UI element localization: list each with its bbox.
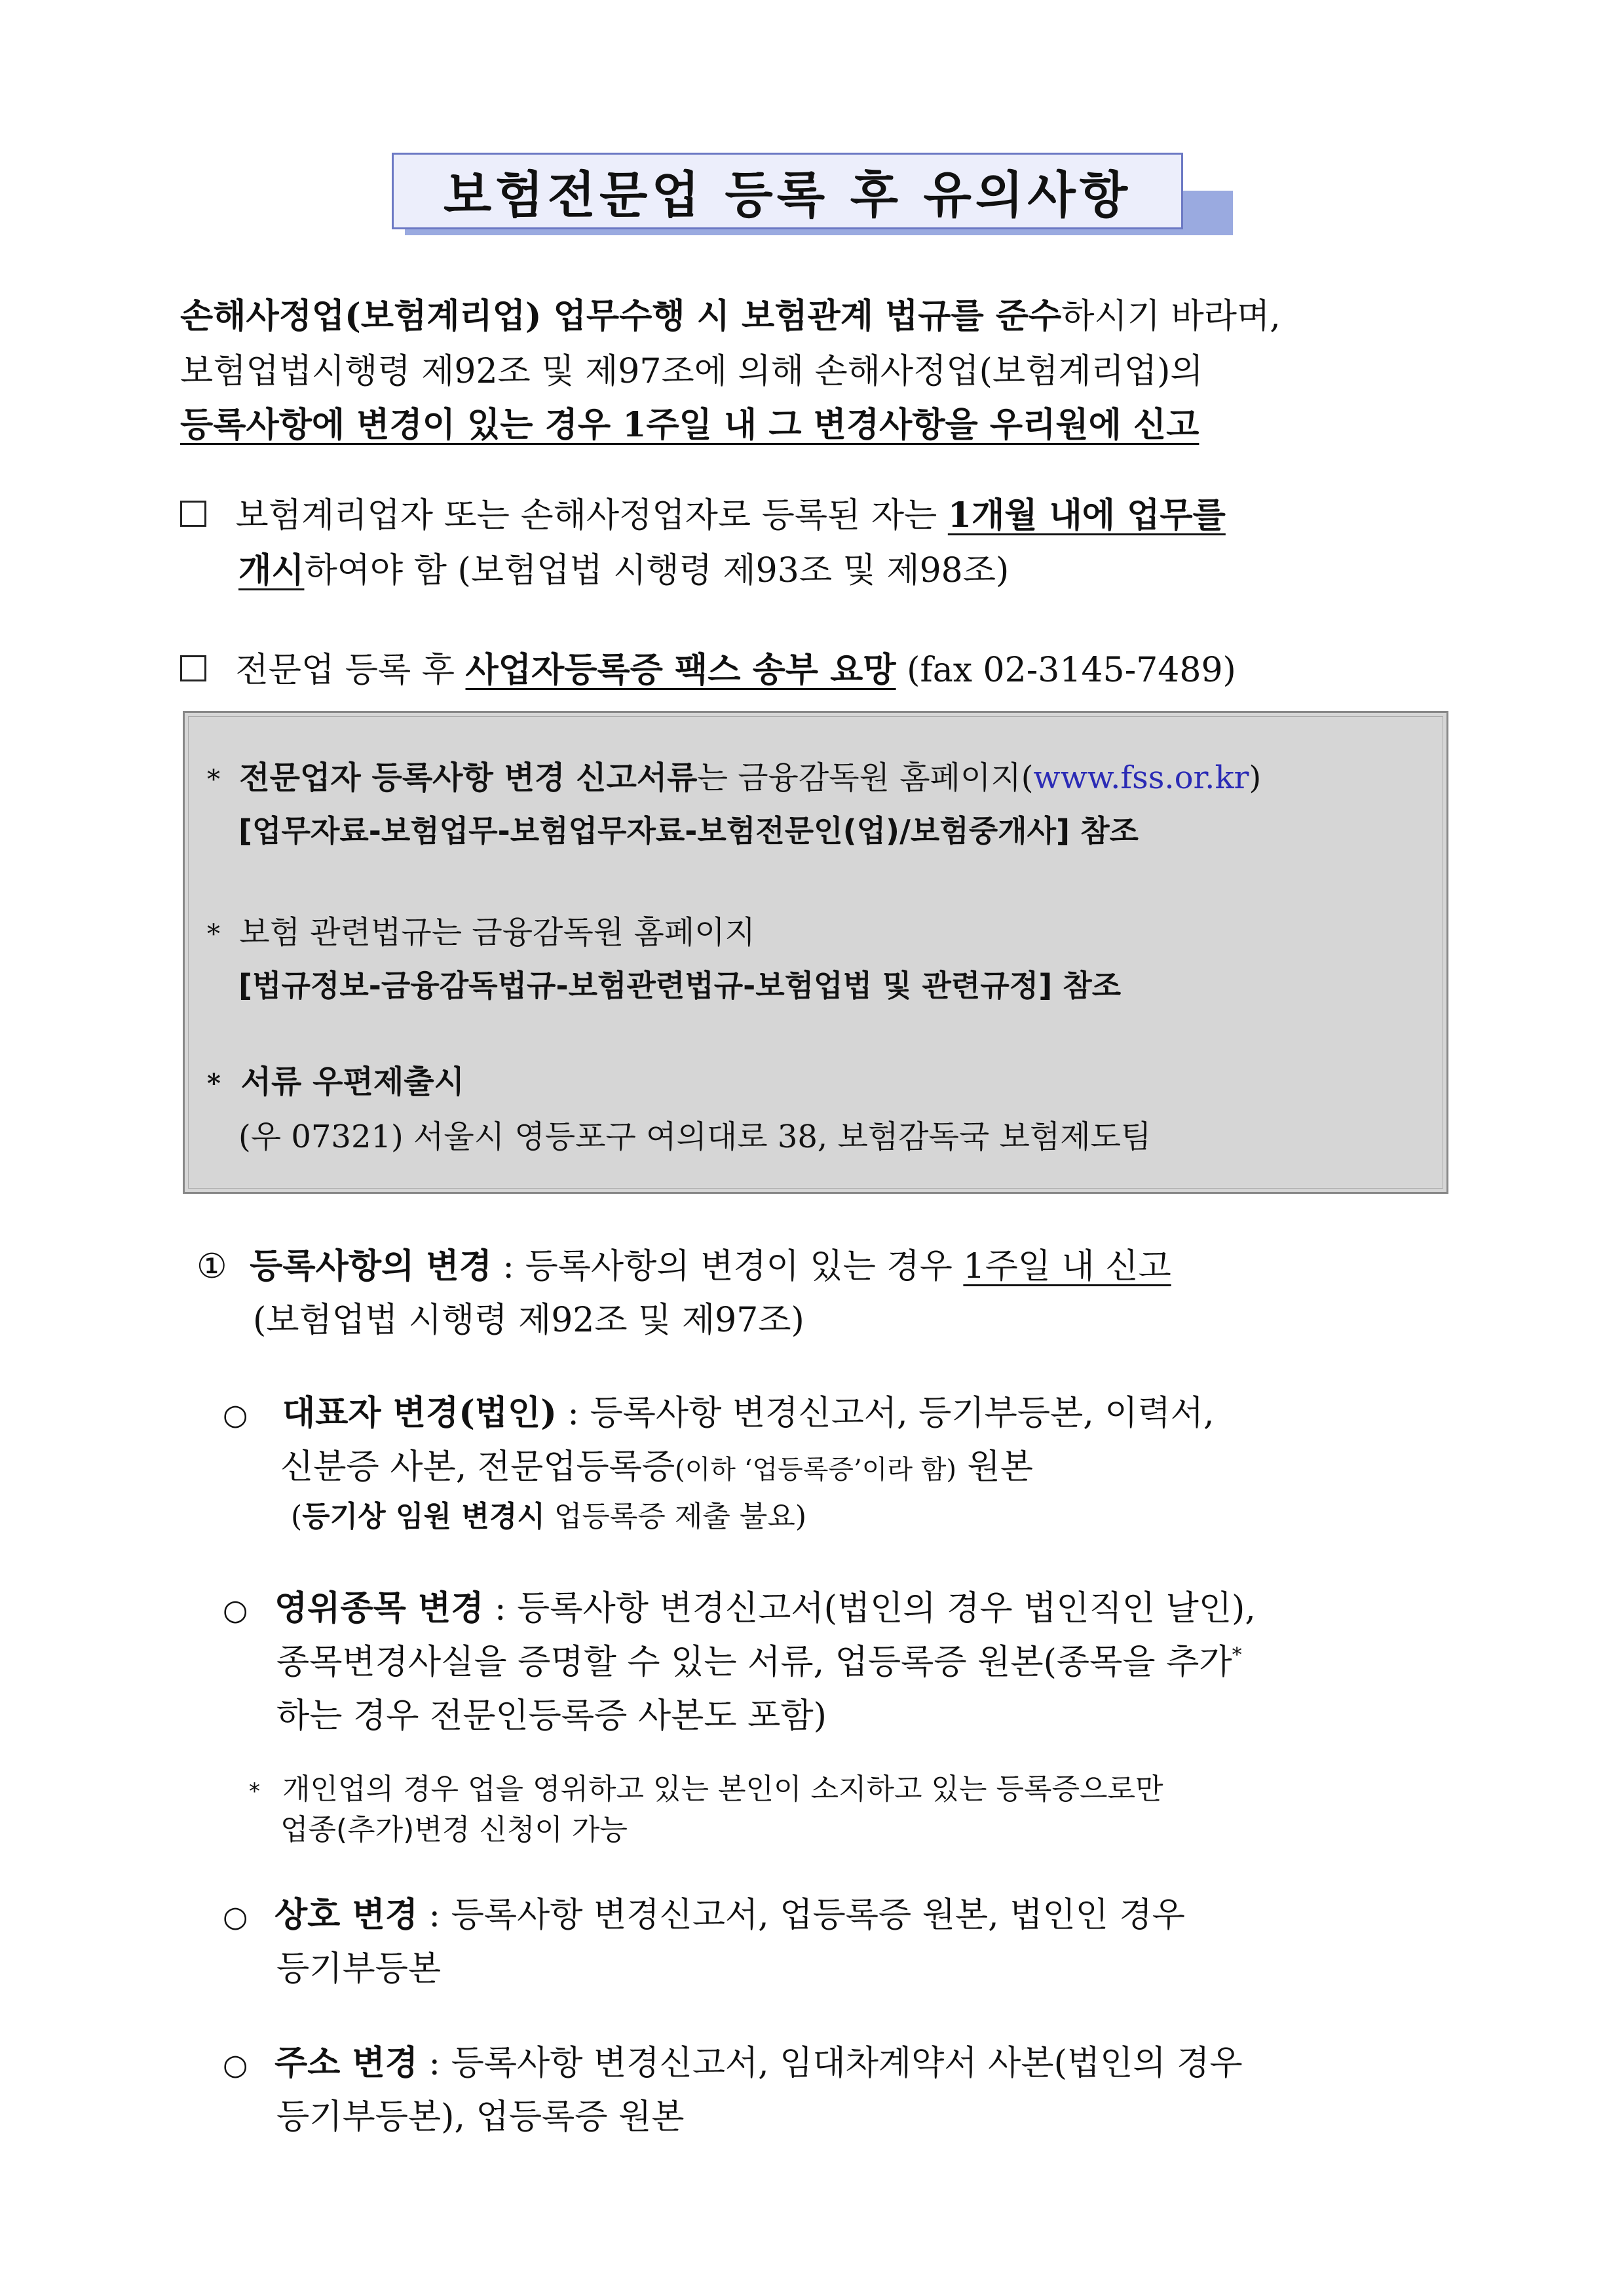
section-heading: 등록사항의 변경: [250, 1246, 492, 1286]
item-representative-line-2: 신분증 사본, 전문업등록증(이하 ‘업등록증’이라 함) 원본: [280, 1447, 1033, 1487]
intro-line-3: 등록사항에 변경이 있는 경우 1주일 내 그 변경사항을 우리원에 신고: [180, 405, 1199, 445]
intro-line-2: 보험업법시행령 제92조 및 제97조에 의해 손해사정업(보험계리업)의: [180, 352, 1203, 391]
section-registration-change: ① 등록사항의 변경 : 등록사항의 변경이 있는 경우 1주일 내 신고: [197, 1246, 1171, 1286]
check-item-1: 보험계리업자 또는 손해사정업자로 등록된 자는 1개월 내에 업무를: [180, 488, 1226, 537]
item-address-line-2: 등기부등본), 업등록증 원본: [276, 2097, 685, 2137]
checkbox-icon: [180, 501, 206, 527]
circle-bullet-icon: ○: [223, 2048, 248, 2082]
item-business-type-change: ○ 영위종목 변경 : 등록사항 변경신고서(법인의 경우 법인직인 날인),: [223, 1588, 1256, 1628]
info-item-1-path: [업무자료-보험업무-보험업무자료-보험전문인(업)/보험중개사] 참조: [238, 813, 1139, 849]
checkbox-icon: [180, 655, 206, 681]
page-title: 보험전문업 등록 후 유의사항: [392, 153, 1183, 229]
info-item-1: * 전문업자 등록사항 변경 신고서류는 금융감독원 홈페이지(www.fss.or.kr): [207, 759, 1262, 796]
info-item-2: * 보험 관련법규는 금융감독원 홈페이지: [207, 914, 755, 951]
title-shadow-arrow: [1182, 191, 1241, 235]
item-representative-line-3: (등기상 임원 변경시 업등록증 제출 불요): [291, 1500, 806, 1533]
item-business-type-line-2: 종목변경사실을 증명할 수 있는 서류, 업등록증 원본(종목을 추가*: [276, 1643, 1242, 1682]
item-trade-name-line-2: 등기부등본: [276, 1949, 442, 1989]
check-item-1-line-2: 개시하여야 함 (보험업법 시행령 제93조 및 제98조): [238, 550, 1010, 590]
item-trade-name-change: ○ 상호 변경 : 등록사항 변경신고서, 업등록증 원본, 법인인 경우: [223, 1895, 1185, 1935]
info-item-3-address: (우 07321) 서울시 영등포구 여의대로 38, 보험감독국 보험제도팀: [238, 1119, 1152, 1155]
check-item-2: 전문업 등록 후 사업자등록증 팩스 송부 요망 (fax 02-3145-7489): [180, 642, 1236, 691]
circle-bullet-icon: ○: [223, 1398, 248, 1432]
item-business-type-note-line-2: 업종(추가)변경 신청이 가능: [280, 1813, 628, 1846]
circle-bullet-icon: ○: [223, 1900, 248, 1934]
info-item-3: * 서류 우편제출시: [207, 1063, 464, 1100]
intro-compliance-bold: 손해사정업(보험계리업) 업무수행 시 보험관계 법규를 준수: [180, 296, 1062, 336]
item-business-type-note: * 개인업의 경우 업을 영위하고 있는 본인이 소지하고 있는 등록증으로만: [249, 1772, 1163, 1806]
item-representative-change: ○ 대표자 변경(법인) : 등록사항 변경신고서, 등기부등본, 이력서,: [223, 1393, 1215, 1433]
section-registration-change-law: (보험업법 시행령 제92조 및 제97조): [253, 1301, 804, 1340]
section-number: ①: [197, 1247, 227, 1286]
fss-website-link[interactable]: www.fss.or.kr: [1033, 759, 1249, 796]
circle-bullet-icon: ○: [223, 1594, 248, 1627]
item-business-type-line-3: 하는 경우 전문인등록증 사본도 포함): [276, 1696, 827, 1736]
info-item-2-path: [법규정보-금융감독법규-보험관련법규-보험업법 및 관련규정] 참조: [238, 968, 1122, 1003]
intro-line-1: 손해사정업(보험계리업) 업무수행 시 보험관계 법규를 준수하시기 바라며,: [180, 296, 1281, 336]
item-address-change: ○ 주소 변경 : 등록사항 변경신고서, 임대차계약서 사본(법인의 경우: [223, 2043, 1243, 2083]
